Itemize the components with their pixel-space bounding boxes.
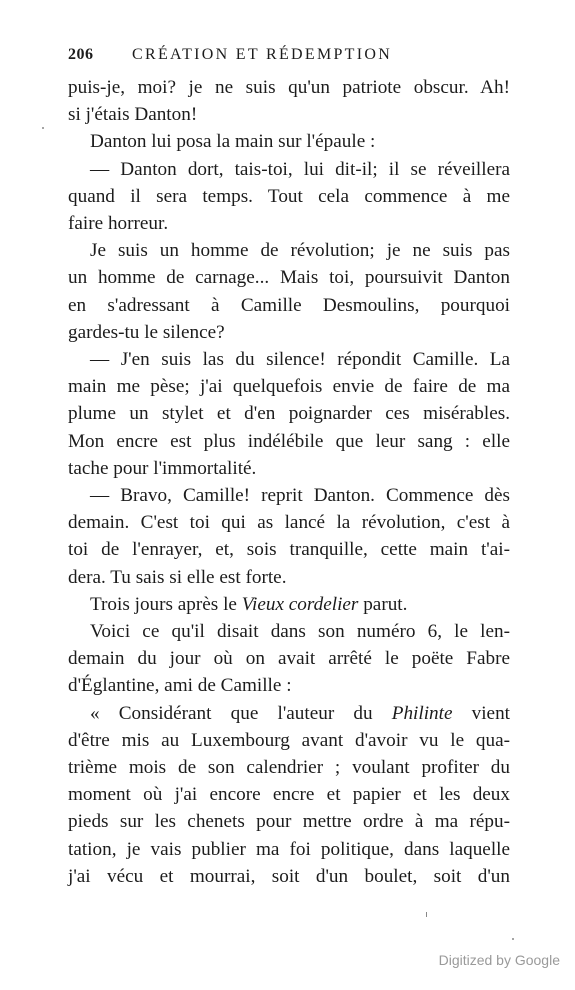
text-line: j'ai vécu et mourrai, soit d'un boulet, soit d'un: [68, 865, 510, 887]
text-line: pieds sur les chenets pour mettre ordre à ma répu-: [68, 811, 510, 833]
text-line: Danton lui posa la main sur l'épaule :: [90, 131, 376, 153]
text-line: main me pèse; j'ai quelquefois envie de faire de ma: [68, 376, 510, 398]
text-line: un homme de carnage... Mais toi, poursuivit Danton: [68, 267, 510, 289]
text-line: [68, 700, 510, 727]
text-line: si j'étais Danton!: [68, 104, 198, 126]
scan-speck: [426, 912, 427, 917]
text-line: Voici ce qu'il disait dans son numéro 6, le len-: [90, 621, 510, 643]
text-span: vient: [452, 702, 510, 724]
text-line: quand il sera temps. Tout cela commence à me: [68, 185, 510, 207]
text-line: puis-je, moi? je ne suis qu'un patriote obscur. Ah!: [68, 77, 510, 98]
text-line: dera. Tu sais si elle est forte.: [68, 566, 287, 588]
text-line: trième mois de son calendrier ; voulant profiter du: [68, 757, 510, 779]
text-line: [68, 591, 510, 618]
scan-speck: [42, 127, 44, 129]
text-line: — Bravo, Camille! reprit Danton. Commence dès: [90, 485, 510, 507]
text-line: gardes-tu le silence?: [68, 321, 225, 343]
journal-title: Vieux cordelier: [241, 593, 359, 615]
text-line: — J'en suis las du silence! répondit Camille. La: [90, 349, 510, 371]
body-text: [68, 74, 510, 890]
running-title: CRÉATION ET RÉDEMPTION: [132, 46, 393, 63]
text-line: plume un stylet et d'en poignarder ces misérables.: [68, 403, 510, 425]
text-line: en s'adressant à Camille Desmoulins, pourquoi: [68, 294, 510, 316]
digitized-watermark: Digitized by Google: [438, 952, 560, 968]
text-line: moment où j'ai encore encre et papier et les deux: [68, 784, 510, 806]
text-line: Mon encre est plus indélébile que leur sang : elle: [68, 430, 510, 452]
running-header: [68, 46, 510, 74]
text-line: tation, je vais publier ma foi politique, dans laquelle: [68, 838, 510, 860]
text-line: demain. C'est toi qui as lancé la révolution, c'est à: [68, 512, 510, 534]
text-line: toi de l'enrayer, et, sois tranquille, cette main t'ai-: [68, 539, 510, 561]
text-span: Trois jours après le: [90, 593, 242, 615]
text-span: « Considérant que l'auteur du: [90, 702, 392, 724]
text-line: d'Églantine, ami de Camille :: [68, 675, 292, 697]
play-title: Philinte: [391, 702, 453, 724]
page-number: 206: [68, 46, 94, 63]
text-line: tache pour l'immortalité.: [68, 457, 257, 479]
text-line: faire horreur.: [68, 213, 169, 235]
text-line: Je suis un homme de révolution; je ne suis pas: [90, 240, 510, 262]
scan-speck: [512, 938, 514, 940]
text-line: demain du jour où on avait arrêté le poëte Fabre: [68, 648, 510, 670]
text-span: parut.: [358, 593, 408, 615]
book-page: [68, 46, 510, 890]
text-line: d'être mis au Luxembourg avant d'avoir vu le qua-: [68, 729, 510, 751]
text-line: — Danton dort, tais-toi, lui dit-il; il se réveillera: [90, 158, 510, 180]
